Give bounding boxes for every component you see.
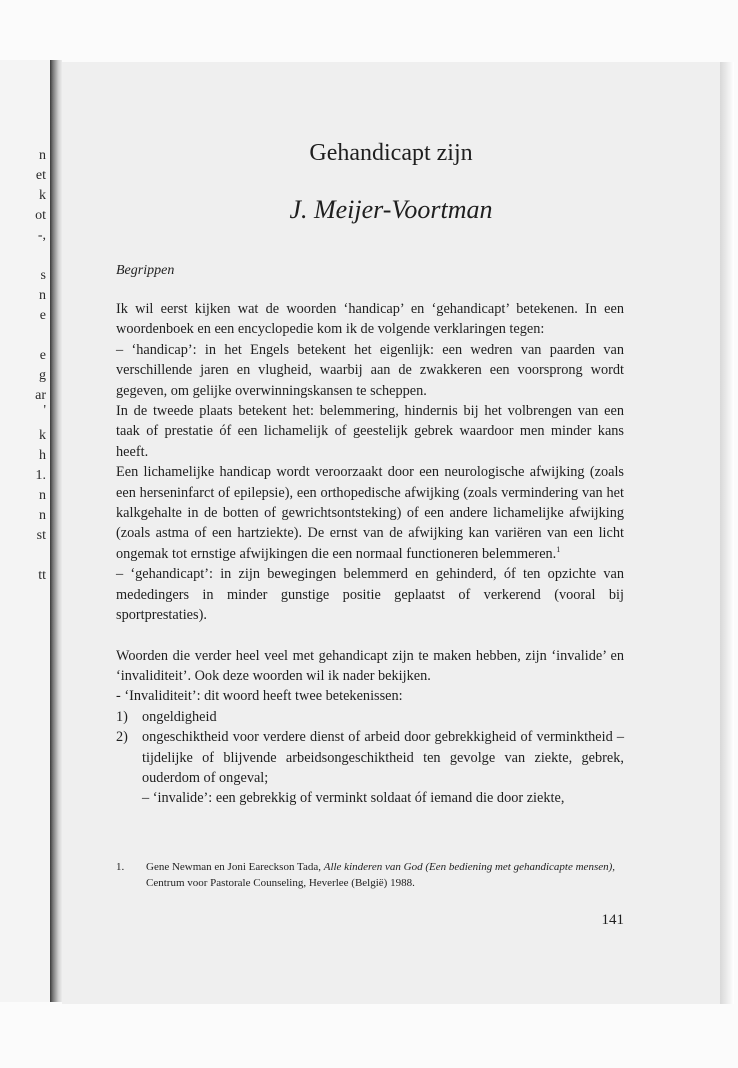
facing-page-fragment: ar bbox=[35, 388, 46, 403]
footnote-marker: 1 bbox=[556, 545, 561, 555]
facing-page-fragment: k bbox=[39, 188, 46, 203]
footnote-number: 1. bbox=[116, 861, 125, 873]
facing-page-fragment: -, bbox=[37, 228, 46, 243]
facing-page-fragment: s bbox=[40, 268, 46, 283]
facing-page-fragment: tt bbox=[38, 568, 46, 583]
facing-page-fragment: n bbox=[39, 508, 46, 523]
footnote-book-title: Alle kinderen van God (Een bediening met gehandicapte mensen), bbox=[323, 861, 616, 873]
list-sub-item: – ‘invalide’: een gebrekkig of verminkt soldaat óf iemand die door ziekte, bbox=[142, 790, 565, 807]
facing-page-fragment: 1. bbox=[35, 468, 46, 483]
section-heading: Begrippen bbox=[116, 263, 175, 278]
list-item-number: 1) bbox=[116, 708, 128, 725]
footnote-text bbox=[146, 859, 624, 891]
facing-page-fragment: n bbox=[39, 288, 46, 303]
paragraph: – ‘handicap’: in het Engels betekent het eigenlijk: een wedren van paarden van verschillende jaren en vlugheid, waarbij aan de zwakkeren een voorsprong wordt gegeven, om gelijke overwinningskansen te scheppen. bbox=[116, 341, 624, 399]
footnote-author: Gene Newman en Joni Eareckson Tada, bbox=[146, 861, 324, 873]
paragraph: – ‘gehandicapt’: in zijn bewegingen belemmerd en gehinderd, óf ten opzichte van mededingers in minder gunstige positie geplaatst of verkerend (vooral bij sportprestaties). bbox=[116, 566, 624, 624]
paragraph-text: Een lichamelijke handicap wordt veroorzaakt door een neurologische afwijking (zoals een herseninfarct of epilepsie), een orthopedische afwijking (zoals vermindering van het kalkgehalte in de botten of gewrichtsontsteking) of een andere lichamelijke afwijking (zoals astma of een hartziekte). De ernst van de afwijking kan variëren van een licht ongemak tot ernstige afwijkingen die een normaal functioneren belemmeren. bbox=[116, 464, 624, 562]
facing-page-fragment: n bbox=[39, 148, 46, 163]
facing-page-fragment: e bbox=[39, 348, 46, 363]
facing-page-fragment: ot bbox=[35, 208, 46, 223]
paragraph: In de tweede plaats betekent het: belemmering, hindernis bij het volbrengen van een taak of prestatie óf een lichamelijk of geestelijk gebrek waardoor men minder kans heeft. bbox=[116, 403, 624, 460]
facing-page-fragment: et bbox=[35, 168, 46, 183]
facing-page bbox=[0, 60, 52, 1002]
paragraph: Ik wil eerst kijken wat de woorden ‘handicap’ en ‘gehandicapt’ betekenen. In een woordenboek en een encyclopedie kom ik de volgende verklaringen tegen: bbox=[116, 301, 624, 338]
facing-page-fragment: ' bbox=[43, 403, 46, 418]
paragraph: - ‘Invaliditeit’: dit woord heeft twee betekenissen: bbox=[116, 688, 403, 705]
facing-page-fragment: g bbox=[39, 368, 46, 383]
paragraph bbox=[116, 462, 624, 564]
book-spine-shadow bbox=[50, 60, 62, 1002]
footnote-publisher: Centrum voor Pastorale Counseling, Heverlee (België) 1988. bbox=[146, 877, 415, 889]
facing-page-fragment: n bbox=[39, 488, 46, 503]
list-item-text: ongeschiktheid voor verdere dienst of arbeid door gebrekkigheid of verminktheid – tijdelijke of blijvende arbeidsongeschiktheid ten gevolge van ziekte, gebrek, ouderdom of ongeval; bbox=[142, 729, 624, 786]
facing-page-fragment: e bbox=[39, 308, 46, 323]
paragraph: Woorden die verder heel veel met gehandicapt zijn te maken hebben, zijn ‘invalide’ en ‘invaliditeit’. Ook deze woorden wil ik nader bekijken. bbox=[116, 647, 624, 684]
chapter-title: Gehandicapt zijn bbox=[309, 140, 473, 166]
facing-page-fragment: h bbox=[39, 448, 46, 463]
list-item-text: ongeldigheid bbox=[142, 708, 217, 725]
body-text bbox=[116, 299, 624, 809]
facing-page-fragment: st bbox=[36, 528, 46, 543]
definition-list bbox=[116, 707, 624, 809]
chapter-author: J. Meijer-Voortman bbox=[289, 195, 493, 224]
facing-page-fragment: k bbox=[39, 428, 46, 443]
footnote bbox=[116, 859, 624, 891]
page-edge bbox=[720, 62, 734, 1004]
list-item-number: 2) bbox=[116, 729, 128, 746]
page-number: 141 bbox=[601, 912, 624, 928]
list-item bbox=[116, 727, 624, 788]
list-item bbox=[116, 707, 624, 727]
